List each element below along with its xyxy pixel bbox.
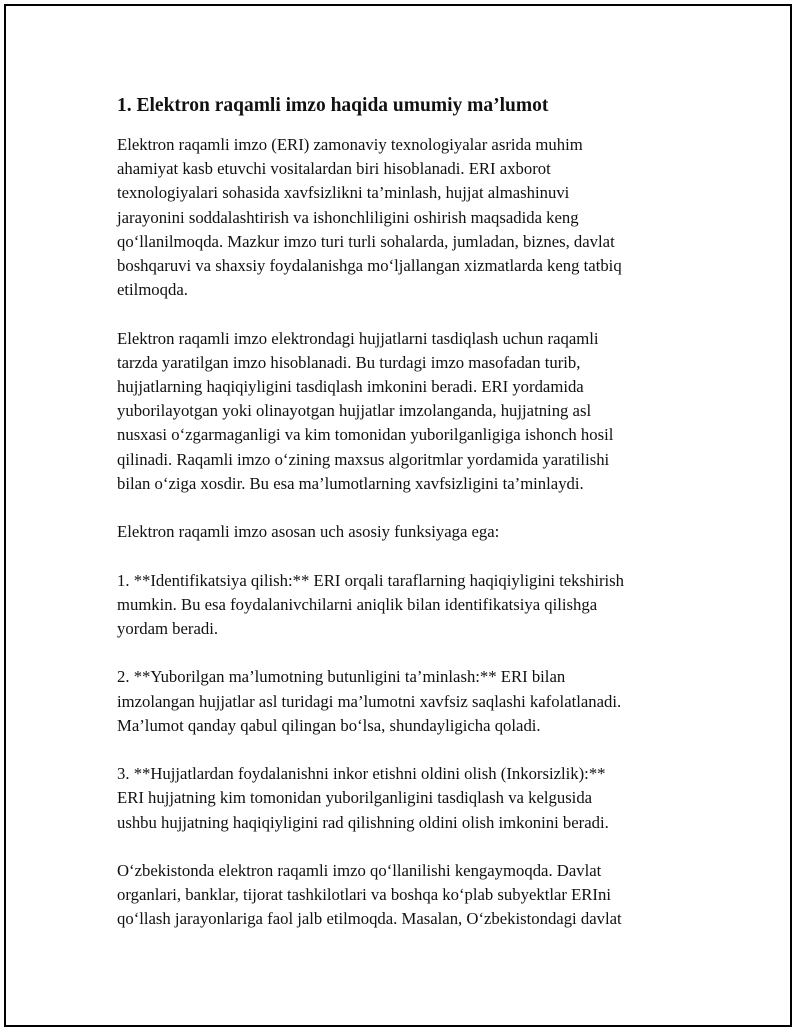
section-heading: 1. Elektron raqamli imzo haqida umumiy ma’lumot xyxy=(117,95,549,116)
text-line: 3. **Hujjatlardan foydalanishni inkor etishni oldini olish (Inkorsizlik):** xyxy=(117,764,606,784)
text-line: hujjatlarning haqiqiyligini tasdiqlash imkonini beradi. ERI yordamida xyxy=(117,377,584,397)
text-line: Elektron raqamli imzo (ERI) zamonaviy texnologiyalar asrida muhim xyxy=(117,135,583,154)
text-line: qilinadi. Raqamli imzo o‘zining maxsus algoritmlar yordamida yaratilishi xyxy=(117,449,610,469)
paragraph-uzbekistan xyxy=(117,859,687,932)
text-line: imzolangan hujjatlar asl turidagi ma’lumotni xavfsiz saqlashi kafolatlanadi. xyxy=(117,691,622,711)
list-item-non-repudiation xyxy=(117,762,687,835)
text-line: texnologiyalari sohasida xavfsizlikni ta’minlash, hujjat almashinuvi xyxy=(117,183,570,203)
text-line: 1. **Identifikatsiya qilish:** ERI orqali taraflarning haqiqiyligini tekshirish xyxy=(117,570,625,590)
text-line: Elektron raqamli imzo elektrondagi hujjatlarni tasdiqlash uchun raqamli xyxy=(117,328,599,348)
paragraph-functions-intro xyxy=(117,520,687,544)
text-line: tarzda yaratilgan imzo hisoblanadi. Bu turdagi imzo masofadan turib, xyxy=(117,352,581,372)
text-line: nusxasi o‘zgarmaganligi va kim tomonidan yuborilganligiga ishonch hosil xyxy=(117,425,614,445)
paragraph-definition xyxy=(117,327,687,496)
text-line: etilmoqda. xyxy=(117,280,188,300)
paragraph-intro xyxy=(117,133,687,302)
text-line: qo‘llanilmoqda. Mazkur imzo turi turli sohalarda, jumladan, biznes, davlat xyxy=(117,231,615,251)
text-line: organlari, banklar, tijorat tashkilotlari va boshqa ko‘plab subyektlar ERIni xyxy=(117,885,611,905)
text-line: bilan o‘ziga xosdir. Bu esa ma’lumotlarning xavfsizligini ta’minlaydi. xyxy=(117,473,584,493)
text-line: mumkin. Bu esa foydalanivchilarni aniqlik bilan identifikatsiya qilishga xyxy=(117,594,598,614)
text-line: qo‘llash jarayonlariga faol jalb etilmoqda. Masalan, O‘zbekistondagi davlat xyxy=(117,909,622,929)
list-item-identification xyxy=(117,569,687,642)
text-line: boshqaruvi va shaxsiy foydalanishga mo‘ljallangan xizmatlarda keng tatbiq xyxy=(117,256,622,276)
text-line: Elektron raqamli imzo asosan uch asosiy funksiyaga ega: xyxy=(117,522,500,542)
text-line: ERI hujjatning kim tomonidan yuborilganligini tasdiqlash va kelgusida xyxy=(117,788,593,808)
text-line: O‘zbekistonda elektron raqamli imzo qo‘llanilishi kengaymoqda. Davlat xyxy=(117,861,602,880)
list-item-integrity xyxy=(117,665,687,738)
text-line: ahamiyat kasb etuvchi vositalardan biri hisoblanadi. ERI axborot xyxy=(117,159,551,179)
text-line: jarayonini soddalashtirish va ishonchliligini oshirish maqsadida keng xyxy=(117,207,579,227)
text-line: yuborilayotgan yoki olinayotgan hujjatlar imzolanganda, hujjatning asl xyxy=(117,401,592,421)
text-line: 2. **Yuborilgan ma’lumotning butunligini ta’minlash:** ERI bilan xyxy=(117,667,566,687)
text-line: yordam beradi. xyxy=(117,619,219,639)
document-body xyxy=(117,93,687,956)
text-line: ushbu hujjatning haqiqiyligini rad qilishning oldini olish imkonini beradi. xyxy=(117,812,609,832)
text-line: Ma’lumot qanday qabul qilingan bo‘lsa, shundayligicha qoladi. xyxy=(117,715,541,735)
